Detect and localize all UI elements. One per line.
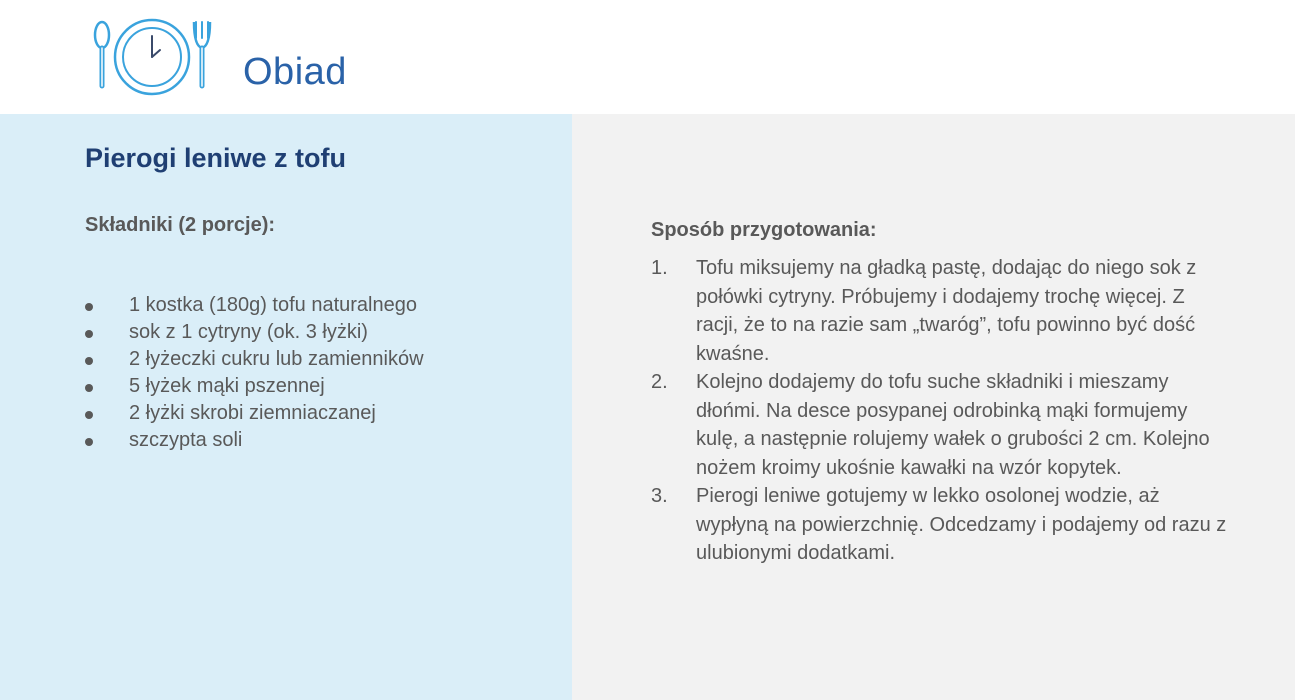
ingredient-text: szczypta soli <box>129 429 243 451</box>
header <box>0 0 1295 114</box>
step-number: 1. <box>651 257 668 279</box>
ingredient-text: 1 kostka (180g) tofu naturalnego <box>129 294 417 316</box>
bullet-icon <box>85 303 93 311</box>
ingredients-list <box>85 292 525 454</box>
method-panel <box>572 114 1295 700</box>
step-item <box>651 368 1231 482</box>
ingredients-panel <box>0 114 572 700</box>
step-item <box>651 254 1231 368</box>
bullet-icon <box>85 384 93 392</box>
ingredient-item <box>85 400 525 427</box>
plate-clock-fork-spoon-icon <box>90 16 215 98</box>
ingredient-text: sok z 1 cytryny (ok. 3 łyżki) <box>129 321 368 343</box>
step-item <box>651 482 1231 568</box>
ingredient-item <box>85 319 525 346</box>
method-heading: Sposób przygotowania: <box>651 219 877 241</box>
page-title: Obiad <box>243 51 347 93</box>
ingredient-item <box>85 346 525 373</box>
ingredient-item <box>85 373 525 400</box>
recipe-title: Pierogi leniwe z tofu <box>85 143 347 173</box>
step-number: 3. <box>651 485 668 507</box>
bullet-icon <box>85 330 93 338</box>
step-text: Pierogi leniwe gotujemy w lekko osolonej wodzie, aż wypłyną na powierzchnię. Odcedzamy i podajemy od razu z ulubionymi dodatkami. <box>696 485 1227 564</box>
step-text: Kolejno dodajemy do tofu suche składniki i mieszamy dłońmi. Na desce posypanej odrobinką mąki formujemy kulę, a następnie rolujemy wałek o grubości 2 cm. Kolejno nożem kroimy ukośnie kawałki na wzór kopytek. <box>696 371 1210 479</box>
ingredients-heading: Składniki (2 porcje): <box>85 214 276 236</box>
bullet-icon <box>85 357 93 365</box>
bullet-icon <box>85 411 93 419</box>
ingredient-text: 5 łyżek mąki pszennej <box>129 375 325 397</box>
ingredient-item <box>85 292 525 319</box>
step-text: Tofu miksujemy na gładką pastę, dodając do niego sok z połówki cytryny. Próbujemy i dodajemy trochę więcej. Z racji, że to na razie sam „twaróg”, tofu powinno być dość kwaśne. <box>696 257 1197 365</box>
ingredient-text: 2 łyżeczki cukru lub zamienników <box>129 348 424 370</box>
ingredient-text: 2 łyżki skrobi ziemniaczanej <box>129 402 376 424</box>
ingredient-item <box>85 427 525 454</box>
bullet-icon <box>85 438 93 446</box>
steps-list <box>651 254 1231 568</box>
step-number: 2. <box>651 371 668 393</box>
